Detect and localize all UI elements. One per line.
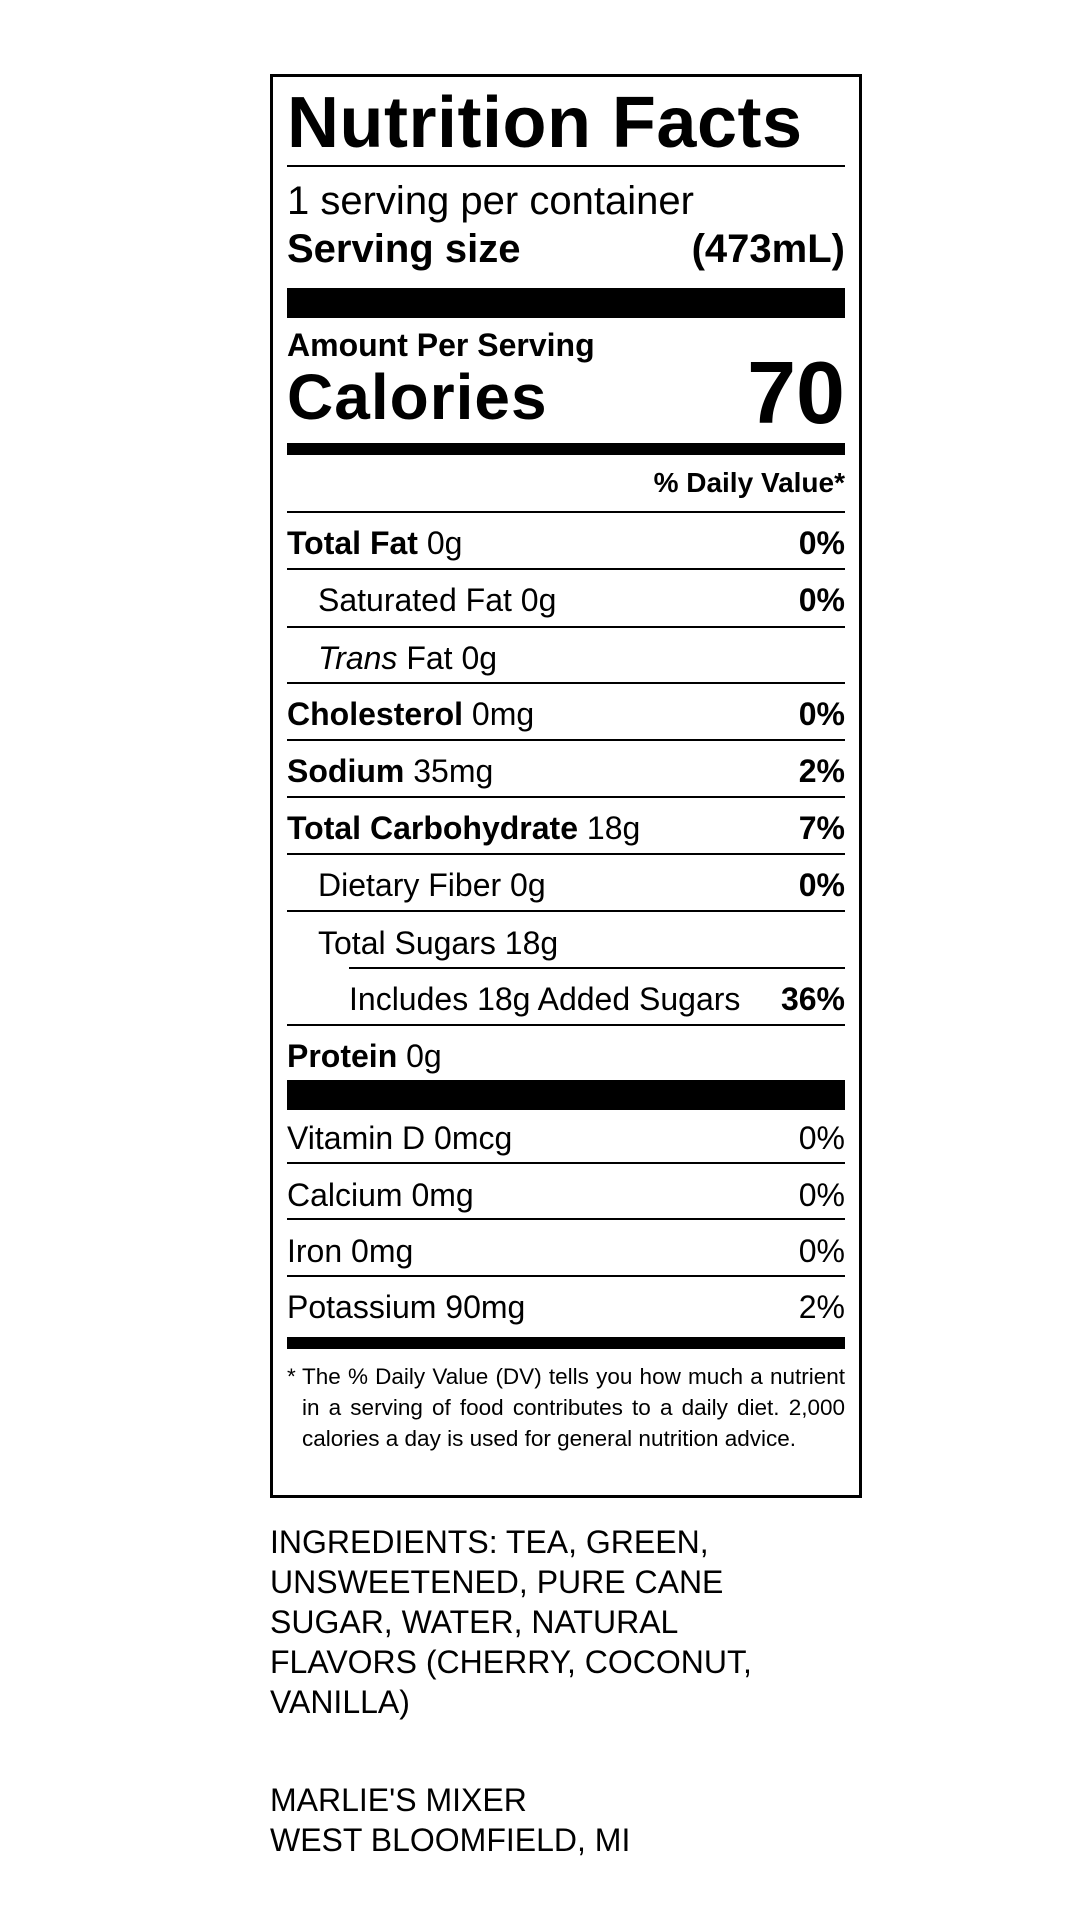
daily-value-header: % Daily Value* (653, 467, 845, 498)
serving-size-value: (473mL) (691, 227, 845, 271)
nutrient-amount: 0g (426, 525, 463, 561)
divider (287, 165, 845, 167)
calories-value: 70 (747, 343, 845, 442)
nutrient-name: Cholesterol (287, 696, 464, 732)
nutrient-row-total-carbohydrate (287, 812, 845, 844)
nutrient-name: Total Carbohydrate (287, 810, 578, 846)
vitamin-name: Calcium 0mg (287, 1177, 474, 1213)
servings-per-container: 1 serving per container (287, 179, 694, 223)
divider (287, 1218, 845, 1220)
nutrient-row-added-sugars (287, 983, 845, 1015)
medium-divider (287, 1337, 845, 1349)
nutrient-name: Total Sugars 18g (318, 925, 559, 961)
nutrition-facts-label (270, 74, 862, 1498)
nutrient-name: Fat 0g (406, 640, 498, 676)
divider (287, 1024, 845, 1026)
nutrient-name: Sodium (287, 753, 405, 789)
nutrient-daily-value: 0% (798, 867, 845, 903)
nutrient-row-dietary-fiber (287, 869, 845, 901)
nutrient-name: Dietary Fiber 0g (318, 867, 546, 903)
vitamin-row-calcium (287, 1179, 845, 1211)
nutrient-name: Protein (287, 1038, 398, 1074)
nutrient-daily-value: 0% (798, 696, 845, 732)
serving-size-row (287, 229, 845, 269)
divider (287, 568, 845, 570)
nutrient-row-saturated-fat (287, 584, 845, 616)
vitamin-daily-value: 0% (798, 1177, 845, 1213)
nutrient-row-total-sugars (287, 927, 845, 959)
medium-divider (287, 443, 845, 455)
ingredients-list: INGREDIENTS: TEA, GREEN, UNSWEETENED, PURE CANE SUGAR, WATER, NATURAL FLAVORS (CHERRY, COCONUT, VANILLA) (270, 1524, 752, 1720)
nutrient-amount: 18g (586, 810, 641, 846)
divider (287, 511, 845, 513)
nutrient-name: Total Fat (287, 525, 418, 561)
nutrient-row-sodium (287, 755, 845, 787)
footnote-text: The % Daily Value (DV) tells you how much a nutrient in a serving of food contributes to a daily diet. 2,000 calories a day is used for general nutrition advice. (302, 1364, 845, 1451)
nutrient-amount: 0mg (471, 696, 535, 732)
divider (287, 796, 845, 798)
vitamin-daily-value: 2% (798, 1289, 845, 1325)
calories-label: Calories (287, 361, 548, 433)
label-title: Nutrition Facts (287, 83, 803, 163)
vitamin-row-iron (287, 1235, 845, 1267)
vitamin-name: Vitamin D 0mcg (287, 1120, 513, 1156)
vitamin-daily-value: 0% (798, 1233, 845, 1269)
thick-divider (287, 288, 845, 318)
nutrient-name: Saturated Fat 0g (318, 582, 557, 618)
footnote (287, 1361, 845, 1454)
vitamin-name: Iron 0mg (287, 1233, 414, 1269)
nutrient-amount: 0g (406, 1038, 442, 1074)
divider (287, 1162, 845, 1164)
nutrient-name: Includes 18g Added Sugars (349, 981, 741, 1017)
divider (287, 682, 845, 684)
amount-per-serving: Amount Per Serving (287, 327, 595, 363)
nutrient-row-total-fat (287, 527, 845, 559)
nutrient-daily-value: 0% (798, 525, 845, 561)
footnote-asterisk: * (287, 1364, 296, 1389)
nutrient-row-trans-fat (287, 642, 845, 674)
divider (287, 626, 845, 628)
divider (287, 910, 845, 912)
nutrient-row-protein (287, 1040, 845, 1072)
vitamin-daily-value: 0% (798, 1120, 845, 1156)
nutrient-row-cholesterol (287, 698, 845, 730)
manufacturer-location: WEST BLOOMFIELD, MI (270, 1822, 631, 1858)
divider (287, 1275, 845, 1277)
nutrient-daily-value: 36% (780, 981, 845, 1017)
nutrient-daily-value: 7% (798, 810, 845, 846)
manufacturer (270, 1780, 630, 1860)
serving-size-label: Serving size (287, 227, 521, 271)
nutrient-amount: 35mg (413, 753, 494, 789)
manufacturer-name: MARLIE'S MIXER (270, 1782, 527, 1818)
vitamin-name: Potassium 90mg (287, 1289, 526, 1325)
vitamin-row-potassium (287, 1291, 845, 1323)
nutrient-name-italic: Trans (318, 640, 398, 676)
divider (287, 853, 845, 855)
thick-divider (287, 1080, 845, 1110)
divider (349, 967, 845, 969)
nutrient-daily-value: 2% (798, 753, 845, 789)
vitamin-row-vitamin-d (287, 1122, 845, 1154)
divider (287, 739, 845, 741)
nutrient-daily-value: 0% (798, 582, 845, 618)
